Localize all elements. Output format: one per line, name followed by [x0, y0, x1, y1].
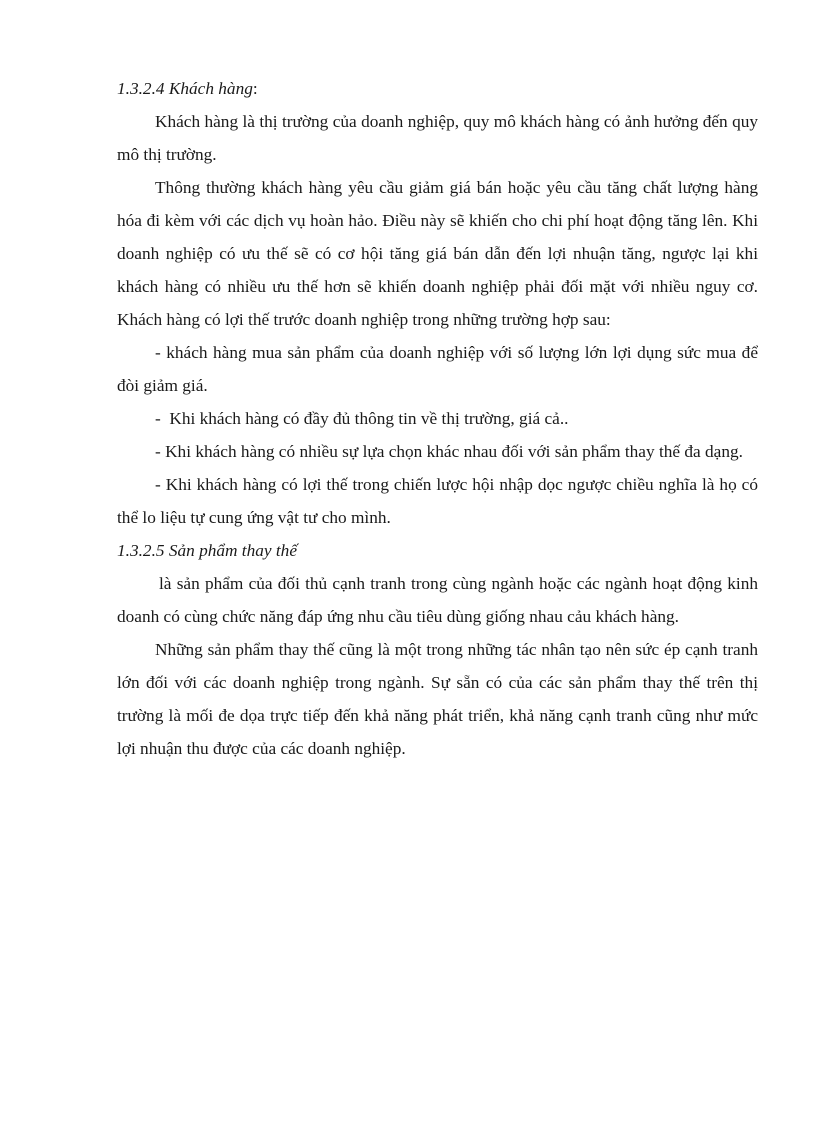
section-heading-text: 1.3.2.5 Sản phẩm thay thế — [117, 541, 297, 560]
document-page — [117, 72, 758, 765]
section-heading — [117, 534, 758, 567]
list-item: - Khi khách hàng có nhiều sự lựa chọn khác nhau đối với sản phẩm thay thế đa dạng. — [155, 442, 743, 461]
paragraph: Khách hàng là thị trường của doanh nghiệp, quy mô khách hàng có ảnh hưởng đến quy mô thị trường. — [117, 112, 758, 164]
paragraph: Thông thường khách hàng yêu cầu giảm giá bán hoặc yêu cầu tăng chất lượng hàng hóa đi kèm với các dịch vụ hoàn hảo. Điều này sẽ khiến cho chi phí hoạt động tăng lên. Khi doanh nghiệp có ưu thế sẽ có cơ hội tăng giá bán dẫn đến lợi nhuận tăng, ngược lại khi khách hàng có nhiều ưu thế hơn sẽ khiến doanh nghiệp phải đối mặt với nhiều nguy cơ. Khách hàng có lợi thế trước doanh nghiệp trong những trường hợp sau: — [117, 178, 758, 329]
section-heading — [117, 72, 758, 105]
section-heading-text: 1.3.2.4 Khách hàng — [117, 79, 253, 98]
section-heading-suffix: : — [252, 79, 258, 98]
paragraph: Những sản phẩm thay thế cũng là một trong những tác nhân tạo nên sức ép cạnh tranh lớn đối với các doanh nghiệp trong ngành. Sự sẵn có của các sản phẩm thay thế trên thị trường là mối đe dọa trực tiếp đến khả năng phát triển, khả năng cạnh tranh cũng như mức lợi nhuận thu được của các doanh nghiệp. — [117, 640, 758, 758]
list-item: - Khi khách hàng có đầy đủ thông tin về thị trường, giá cả.. — [155, 409, 569, 428]
list-item: - khách hàng mua sản phẩm của doanh nghiệp với số lượng lớn lợi dụng sức mua để đòi giảm giá. — [117, 343, 758, 395]
list-item: - Khi khách hàng có lợi thế trong chiến lược hội nhập dọc ngược chiều nghĩa là họ có thể lo liệu tự cung ứng vật tư cho mình. — [117, 475, 758, 527]
paragraph: là sản phẩm của đối thủ cạnh tranh trong cùng ngành hoặc các ngành hoạt động kinh doanh có cùng chức năng đáp ứng nhu cầu tiêu dùng giống nhau cảu khách hàng. — [117, 574, 758, 626]
